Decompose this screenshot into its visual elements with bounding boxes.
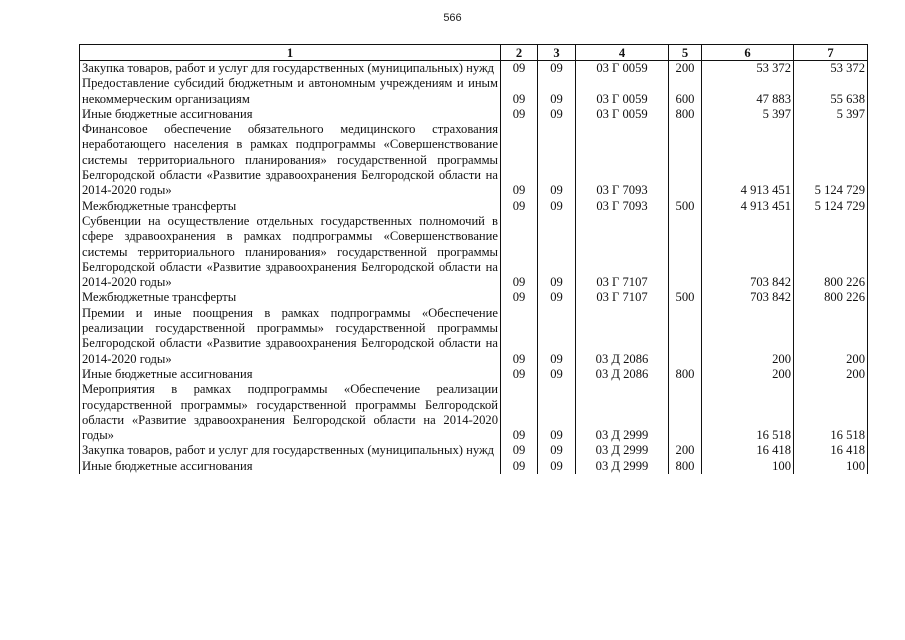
row-subsection-cell: 09 xyxy=(538,199,576,214)
row-expense-type-cell: 600 xyxy=(669,76,702,107)
row-amount-2-cell: 5 397 xyxy=(794,107,868,122)
row-amount-1-cell: 4 913 451 xyxy=(702,122,794,198)
row-name-cell: Иные бюджетные ассигнования xyxy=(80,459,501,474)
row-amount-1-cell: 100 xyxy=(702,459,794,474)
row-amount-1-cell: 200 xyxy=(702,367,794,382)
row-section-cell: 09 xyxy=(501,443,538,458)
row-target-article-cell: 03 Д 2999 xyxy=(576,459,669,474)
table-row xyxy=(80,306,868,367)
row-name-cell: Финансовое обеспечение обязательного медицинского страхования неработающего населения в рамках подпрограммы «Совершенствование системы территориального планирования» государственной программы Белгородской области «Развитие здравоохранения Белгородской области на 2014-2020 годы» xyxy=(80,122,501,198)
row-expense-type-cell: 800 xyxy=(669,107,702,122)
row-section-cell: 09 xyxy=(501,214,538,290)
row-amount-2-cell: 200 xyxy=(794,306,868,367)
row-expense-type-cell: 500 xyxy=(669,290,702,305)
row-target-article-cell: 03 Д 2086 xyxy=(576,367,669,382)
row-expense-type-cell: 200 xyxy=(669,61,702,77)
row-name-cell: Межбюджетные трансферты xyxy=(80,199,501,214)
row-expense-type-cell: 500 xyxy=(669,199,702,214)
row-name-cell: Иные бюджетные ассигнования xyxy=(80,107,501,122)
row-amount-2-cell: 16 518 xyxy=(794,382,868,443)
row-target-article-cell: 03 Г 7093 xyxy=(576,199,669,214)
row-subsection-cell: 09 xyxy=(538,367,576,382)
row-name-cell: Предоставление субсидий бюджетным и автономным учреждениям и иным некоммерческим организациям xyxy=(80,76,501,107)
row-section-cell: 09 xyxy=(501,290,538,305)
table-row xyxy=(80,459,868,474)
row-amount-1-cell: 5 397 xyxy=(702,107,794,122)
page-number: 566 xyxy=(443,12,462,24)
row-target-article-cell: 03 Г 0059 xyxy=(576,61,669,77)
row-name-cell: Межбюджетные трансферты xyxy=(80,290,501,305)
row-section-cell: 09 xyxy=(501,122,538,198)
row-amount-2-cell: 55 638 xyxy=(794,76,868,107)
row-section-cell: 09 xyxy=(501,76,538,107)
row-amount-2-cell: 5 124 729 xyxy=(794,199,868,214)
row-subsection-cell: 09 xyxy=(538,76,576,107)
row-amount-1-cell: 703 842 xyxy=(702,290,794,305)
row-expense-type-cell xyxy=(669,122,702,198)
header-row xyxy=(80,45,868,61)
row-subsection-cell: 09 xyxy=(538,443,576,458)
row-target-article-cell: 03 Д 2086 xyxy=(576,306,669,367)
row-amount-1-cell: 47 883 xyxy=(702,76,794,107)
row-subsection-cell: 09 xyxy=(538,214,576,290)
header-col-1: 1 xyxy=(80,45,501,61)
table-row xyxy=(80,443,868,458)
header-col-4: 4 xyxy=(576,45,669,61)
row-expense-type-cell xyxy=(669,382,702,443)
row-target-article-cell: 03 Г 7107 xyxy=(576,290,669,305)
row-target-article-cell: 03 Г 7093 xyxy=(576,122,669,198)
row-target-article-cell: 03 Г 0059 xyxy=(576,107,669,122)
row-target-article-cell: 03 Г 7107 xyxy=(576,214,669,290)
row-expense-type-cell xyxy=(669,214,702,290)
row-name-cell: Премии и иные поощрения в рамках подпрограммы «Обеспечение реализации государственной программы» государственной программы Белгородской области «Развитие здравоохранения Белгородской области на 2014-2020 годы» xyxy=(80,306,501,367)
row-subsection-cell: 09 xyxy=(538,459,576,474)
row-name-cell: Закупка товаров, работ и услуг для государственных (муниципальных) нужд xyxy=(80,61,501,77)
row-section-cell: 09 xyxy=(501,367,538,382)
row-amount-2-cell: 800 226 xyxy=(794,214,868,290)
row-amount-2-cell: 100 xyxy=(794,459,868,474)
row-amount-2-cell: 5 124 729 xyxy=(794,122,868,198)
table-header xyxy=(80,45,868,61)
row-amount-2-cell: 800 226 xyxy=(794,290,868,305)
row-name-cell: Иные бюджетные ассигнования xyxy=(80,367,501,382)
table-row xyxy=(80,214,868,290)
row-amount-1-cell: 703 842 xyxy=(702,214,794,290)
row-section-cell: 09 xyxy=(501,61,538,77)
table-row xyxy=(80,61,868,77)
row-section-cell: 09 xyxy=(501,459,538,474)
table-row xyxy=(80,290,868,305)
table-row xyxy=(80,122,868,198)
row-amount-1-cell: 16 518 xyxy=(702,382,794,443)
row-amount-1-cell: 16 418 xyxy=(702,443,794,458)
row-target-article-cell: 03 Д 2999 xyxy=(576,443,669,458)
row-name-cell: Мероприятия в рамках подпрограммы «Обеспечение реализации государственной программы» государственной программы Белгородской области «Развитие здравоохранения Белгородской области на 2014-2020 годы» xyxy=(80,382,501,443)
budget-table xyxy=(79,44,868,474)
header-col-6: 6 xyxy=(702,45,794,61)
row-expense-type-cell: 200 xyxy=(669,443,702,458)
header-col-2: 2 xyxy=(501,45,538,61)
row-subsection-cell: 09 xyxy=(538,382,576,443)
header-col-3: 3 xyxy=(538,45,576,61)
row-amount-2-cell: 16 418 xyxy=(794,443,868,458)
table-row xyxy=(80,367,868,382)
row-section-cell: 09 xyxy=(501,382,538,443)
table-row xyxy=(80,199,868,214)
row-amount-2-cell: 200 xyxy=(794,367,868,382)
table-row xyxy=(80,76,868,107)
row-section-cell: 09 xyxy=(501,107,538,122)
row-subsection-cell: 09 xyxy=(538,290,576,305)
table-row xyxy=(80,382,868,443)
row-amount-2-cell: 53 372 xyxy=(794,61,868,77)
row-expense-type-cell: 800 xyxy=(669,367,702,382)
header-col-5: 5 xyxy=(669,45,702,61)
header-col-7: 7 xyxy=(794,45,868,61)
row-expense-type-cell: 800 xyxy=(669,459,702,474)
table-body xyxy=(80,61,868,475)
row-target-article-cell: 03 Д 2999 xyxy=(576,382,669,443)
row-amount-1-cell: 4 913 451 xyxy=(702,199,794,214)
row-name-cell: Субвенции на осуществление отдельных государственных полномочий в сфере здравоохранения в рамках подпрограммы «Совершенствование системы территориального планирования» государственной программы Белгородской области «Развитие здравоохранения Белгородской области на 2014-2020 годы» xyxy=(80,214,501,290)
table-row xyxy=(80,107,868,122)
row-expense-type-cell xyxy=(669,306,702,367)
row-subsection-cell: 09 xyxy=(538,107,576,122)
row-amount-1-cell: 53 372 xyxy=(702,61,794,77)
row-section-cell: 09 xyxy=(501,199,538,214)
row-subsection-cell: 09 xyxy=(538,122,576,198)
row-section-cell: 09 xyxy=(501,306,538,367)
row-name-cell: Закупка товаров, работ и услуг для государственных (муниципальных) нужд xyxy=(80,443,501,458)
row-amount-1-cell: 200 xyxy=(702,306,794,367)
row-subsection-cell: 09 xyxy=(538,61,576,77)
row-target-article-cell: 03 Г 0059 xyxy=(576,76,669,107)
row-subsection-cell: 09 xyxy=(538,306,576,367)
